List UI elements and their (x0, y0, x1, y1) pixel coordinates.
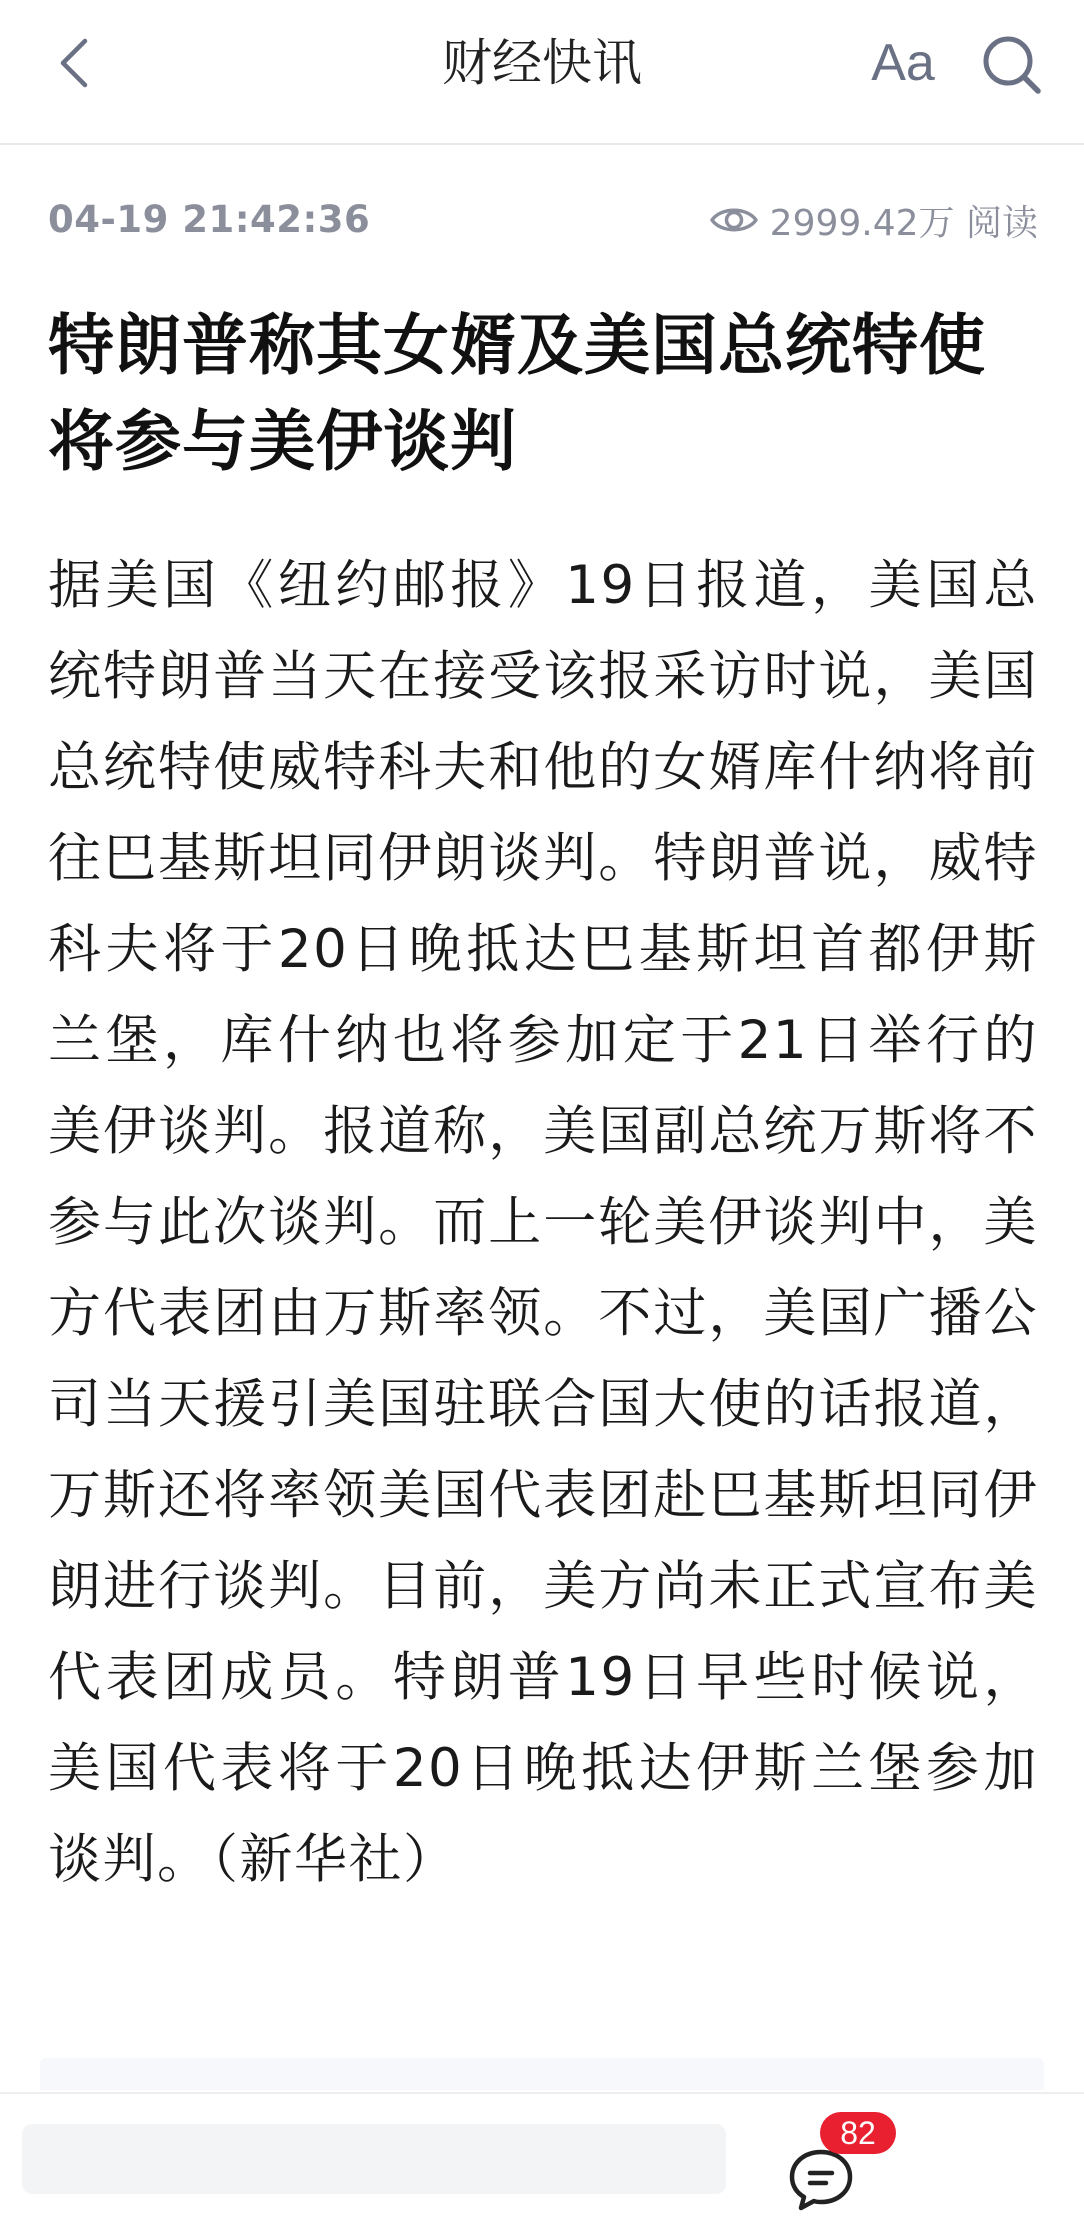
article-meta (48, 190, 1038, 250)
search-icon (980, 33, 1042, 95)
top-nav-bar (0, 0, 1084, 145)
comment-icon (786, 2146, 856, 2216)
comment-input[interactable] (22, 2124, 726, 2194)
search-button[interactable] (975, 28, 1047, 100)
comment-button[interactable] (786, 2146, 856, 2216)
comment-count-badge: 82 (820, 2112, 896, 2154)
view-count-text: 2999.42万 阅读 (769, 202, 1038, 244)
font-size-button[interactable]: Aa (871, 34, 935, 92)
article-body: 据美国《纽约邮报》19日报道，美国总统特朗普当天在接受该报采访时说，美国总统特使威特科夫和他的女婿库什纳将前往巴基斯坦同伊朗谈判。特朗普说，威特科夫将于20日晚抵达巴基斯坦首都伊斯兰堡，库什纳也将参加定于21日举行的美伊谈判。报道称，美国副总统万斯将不参与此次谈判。而上一轮美伊谈判中，美方代表团由万斯率领。不过，美国广播公司当天援引美国驻联合国大使的话报道，万斯还将率领美国代表团赴巴基斯坦同伊朗进行谈判。目前，美方尚未正式宣布美代表团成员。特朗普19日早些时候说，美国代表将于20日晚抵达伊斯兰堡参加谈判。（新华社） (48, 555, 1038, 1890)
page-title: 财经快讯 (442, 34, 642, 92)
bottom-action-bar (0, 2092, 1084, 2175)
related-card-edge (40, 2058, 1044, 2090)
publish-time: 04-19 21:42:36 (48, 198, 371, 241)
view-count (708, 190, 1038, 250)
article-headline: 特朗普称其女婿及美国总统特使将参与美伊谈判 (48, 307, 986, 480)
eye-icon (708, 194, 760, 246)
